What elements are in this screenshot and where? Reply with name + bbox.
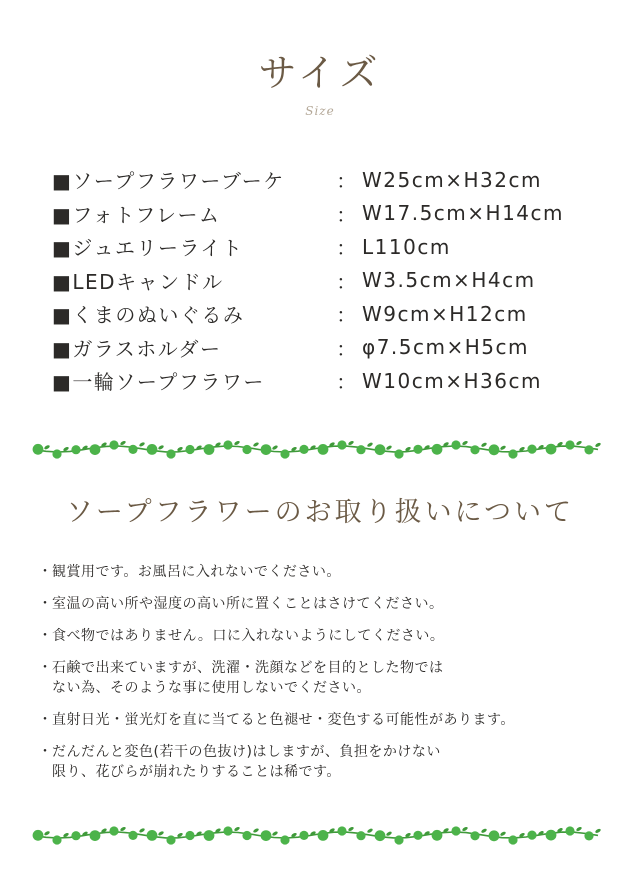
size-spec-list — [52, 163, 612, 398]
vine-leaf — [337, 826, 346, 835]
vine-leaf — [337, 440, 346, 449]
spec-item-name: ■くまのぬいぐるみ — [52, 303, 245, 328]
vine-leaf — [223, 440, 232, 449]
bullet: ・ — [38, 660, 53, 676]
vine-bud — [500, 445, 507, 451]
vine-bud — [158, 445, 165, 451]
care-note-text: 石鹸で出来ていますが、洗濯・洗顔などを目的とした物では ない為、そのような事に使用しないでください。 — [52, 660, 444, 696]
care-note — [38, 594, 618, 614]
vine-leaf — [318, 444, 329, 455]
vine-leaf — [261, 830, 272, 841]
vine-leaf — [242, 445, 251, 454]
vine-bud — [595, 442, 602, 448]
vine-bud — [462, 826, 469, 832]
vine-leaf — [147, 444, 158, 455]
vine-leaf — [109, 826, 118, 835]
care-note — [38, 626, 618, 646]
vine-leaf — [527, 445, 536, 454]
vine-bud — [158, 831, 165, 837]
vine-leaf — [356, 445, 365, 454]
spec-item-name: ■フォトフレーム — [52, 202, 221, 227]
care-note — [38, 710, 618, 730]
spec-colon: ： — [336, 336, 358, 361]
vine-bud — [120, 826, 127, 832]
spec-colon: ： — [336, 370, 358, 395]
spec-row — [52, 331, 612, 365]
bullet: ・ — [38, 596, 53, 612]
vine-leaf — [128, 831, 137, 840]
spec-colon: ： — [336, 169, 358, 194]
vine-leaf — [166, 449, 175, 458]
care-note — [38, 742, 618, 782]
spec-item-size: L110cm — [362, 234, 451, 259]
spec-colon: ： — [336, 269, 358, 294]
vine-leaf — [33, 830, 44, 841]
spec-row — [52, 297, 612, 331]
spec-item-size: W10cm×H36cm — [362, 368, 542, 393]
vine-bud — [576, 440, 583, 446]
vine-leaf — [527, 831, 536, 840]
vine-bud — [234, 440, 241, 446]
vine-bud — [253, 442, 260, 448]
care-note-text: だんだんと変色(若干の色抜け)はしますが、負担をかけない 限り、花びらが崩れたりすることは稀です。 — [52, 744, 441, 780]
vine-bud — [348, 440, 355, 446]
vine-bud — [44, 444, 51, 450]
care-note-text: 食べ物ではありません。口に入れないようにしてください。 — [52, 628, 445, 644]
care-note — [38, 658, 618, 698]
vine-leaf — [394, 835, 403, 844]
vine-leaf — [299, 831, 308, 840]
size-subtitle: Size — [305, 104, 335, 118]
vine-leaf — [128, 445, 137, 454]
vine-bud — [462, 440, 469, 446]
vine-bud — [139, 828, 146, 834]
spec-colon: ： — [336, 202, 358, 227]
vine-bud — [386, 831, 393, 837]
vine-leaf — [565, 440, 574, 449]
vine-leaf — [318, 830, 329, 841]
vine-divider-bottom — [30, 819, 610, 849]
vine-leaf — [413, 831, 422, 840]
spec-row — [52, 264, 612, 298]
vine-bud — [44, 830, 51, 836]
vine-leaf — [451, 440, 460, 449]
vine-bud — [272, 831, 279, 837]
vine-divider-top — [30, 433, 610, 463]
spec-row — [52, 197, 612, 231]
spec-row — [52, 230, 612, 264]
vine-leaf — [204, 444, 215, 455]
spec-row — [52, 163, 612, 197]
vine-bud — [576, 826, 583, 832]
vine-leaf — [280, 449, 289, 458]
vine-leaf — [109, 440, 118, 449]
vine-leaf — [223, 826, 232, 835]
spec-item-size: W3.5cm×H4cm — [362, 268, 536, 293]
vine-bud — [120, 440, 127, 446]
vine-bud — [272, 445, 279, 451]
vine-leaf — [394, 449, 403, 458]
vine-leaf — [432, 830, 443, 841]
care-title: ソープフラワーのお取り扱いについて — [65, 497, 575, 528]
spec-item-size: φ7.5cm×H5cm — [362, 335, 529, 360]
size-title: サイズ — [258, 51, 382, 95]
vine-leaf — [432, 444, 443, 455]
vine-leaf — [546, 830, 557, 841]
vine-leaf — [413, 445, 422, 454]
vine-leaf — [52, 835, 61, 844]
vine-leaf — [470, 831, 479, 840]
vine-bud — [367, 828, 374, 834]
bullet: ・ — [38, 564, 53, 580]
spec-item-name: ■ジュエリーライト — [52, 236, 244, 261]
vine-leaf — [489, 444, 500, 455]
vine-leaf — [584, 445, 593, 454]
vine-leaf — [204, 830, 215, 841]
care-note-text: 観賞用です。お風呂に入れないでください。 — [52, 564, 341, 580]
vine-leaf — [185, 445, 194, 454]
vine-leaf — [565, 826, 574, 835]
vine-bud — [234, 826, 241, 832]
vine-bud — [367, 442, 374, 448]
vine-bud — [348, 826, 355, 832]
vine-leaf — [71, 831, 80, 840]
spec-item-name: ■一輪ソープフラワー — [52, 370, 265, 395]
vine-bud — [481, 442, 488, 448]
care-notes-list — [38, 562, 618, 794]
vine-leaf — [90, 830, 101, 841]
vine-bud — [595, 828, 602, 834]
vine-leaf — [470, 445, 479, 454]
spec-item-name: ■LEDキャンドル — [52, 269, 224, 294]
spec-item-name: ■ガラスホルダー — [52, 336, 222, 361]
vine-leaf — [261, 444, 272, 455]
care-note — [38, 562, 618, 582]
vine-bud — [139, 442, 146, 448]
spec-item-size: W17.5cm×H14cm — [362, 201, 565, 226]
vine-bud — [386, 445, 393, 451]
care-note-text: 直射日光・蛍光灯を直に当てると色褪せ・変色する可能性があります。 — [52, 712, 515, 728]
bullet: ・ — [38, 628, 53, 644]
vine-bud — [253, 828, 260, 834]
vine-leaf — [71, 445, 80, 454]
vine-bud — [500, 831, 507, 837]
vine-leaf — [508, 449, 517, 458]
spec-row — [52, 364, 612, 398]
spec-item-name: ■ソープフラワーブーケ — [52, 169, 285, 194]
vine-leaf — [299, 445, 308, 454]
vine-leaf — [584, 831, 593, 840]
spec-item-size: W9cm×H12cm — [362, 301, 528, 326]
vine-leaf — [356, 831, 365, 840]
vine-leaf — [242, 831, 251, 840]
vine-leaf — [451, 826, 460, 835]
vine-leaf — [90, 444, 101, 455]
vine-leaf — [375, 830, 386, 841]
bullet: ・ — [38, 712, 53, 728]
spec-colon: ： — [336, 303, 358, 328]
spec-item-size: W25cm×H32cm — [362, 167, 542, 192]
vine-leaf — [508, 835, 517, 844]
bullet: ・ — [38, 744, 53, 760]
care-note-text: 室温の高い所や湿度の高い所に置くことはさけてください。 — [52, 596, 444, 612]
vine-leaf — [166, 835, 175, 844]
vine-leaf — [489, 830, 500, 841]
spec-colon: ： — [336, 236, 358, 261]
vine-leaf — [147, 830, 158, 841]
vine-leaf — [375, 444, 386, 455]
vine-leaf — [546, 444, 557, 455]
vine-bud — [481, 828, 488, 834]
vine-leaf — [52, 449, 61, 458]
vine-leaf — [185, 831, 194, 840]
vine-leaf — [280, 835, 289, 844]
vine-leaf — [33, 444, 44, 455]
